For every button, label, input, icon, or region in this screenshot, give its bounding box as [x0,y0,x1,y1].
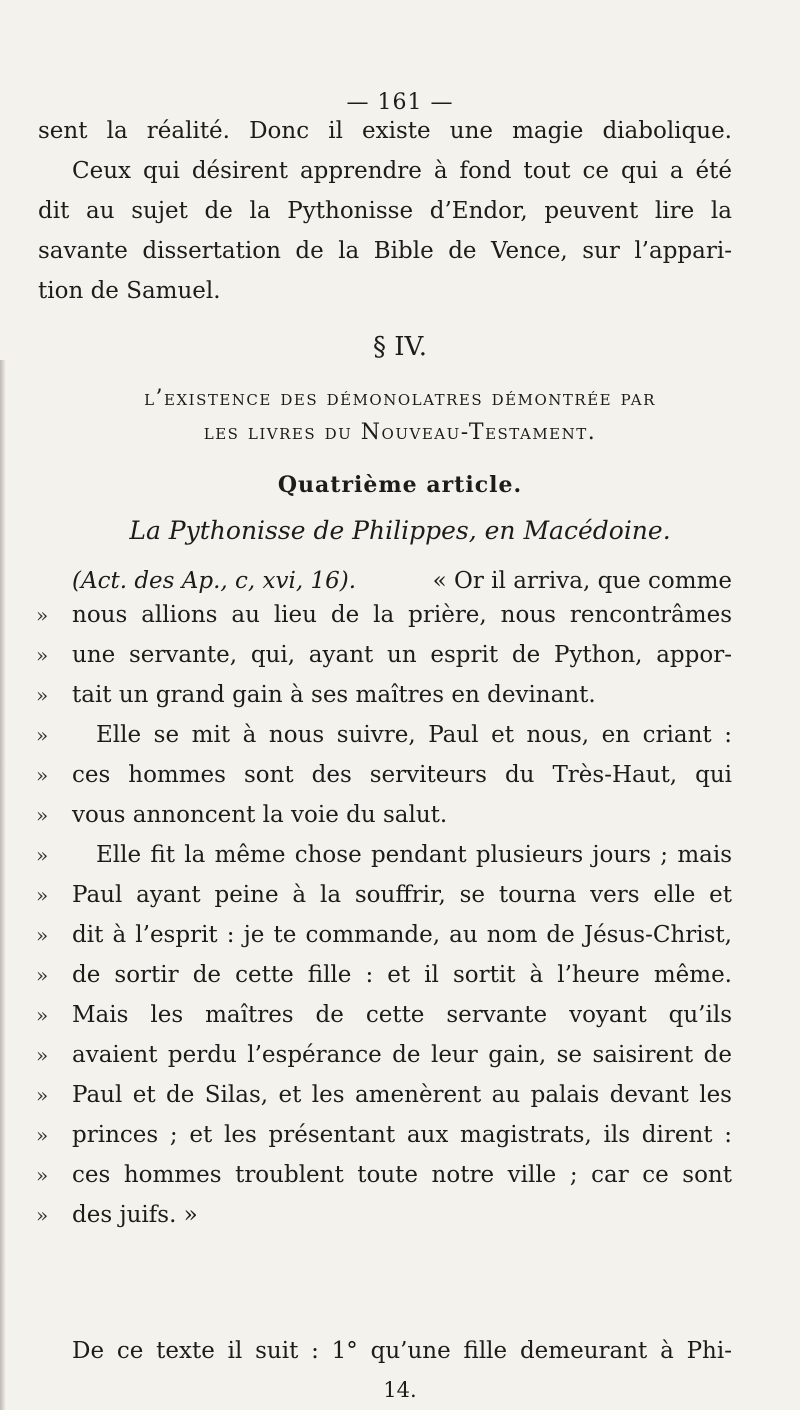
quote-mark: » [36,723,49,747]
text-line: De ce texte il suit : 1° qu’une fille demeurant à Phi- [72,1338,732,1364]
quote-mark: » [36,883,49,907]
quote-line: Mais les maîtres de cette servante voyant qu’ils [72,1002,732,1028]
quote-mark: » [36,1163,49,1187]
section-number: § IV. [372,332,428,362]
quote-mark: » [36,1203,49,1227]
quote-mark: » [36,1123,49,1147]
quote-line: tait un grand gain à ses maîtres en devinant. [72,682,596,708]
quote-line: ces hommes troublent toute notre ville ; car ce sont [72,1162,732,1188]
quote-mark: » [36,843,49,867]
quote-line: des juifs. » [72,1202,198,1228]
text-line: dit au sujet de la Pythonisse d’Endor, peuvent lire la [38,198,732,224]
quote-mark: » [36,1083,49,1107]
quote-line: princes ; et les présentant aux magistrats, ils dirent : [72,1122,732,1148]
quote-mark: » [36,763,49,787]
quote-line: dit à l’esprit : je te commande, au nom de Jésus-Christ, [72,922,732,948]
quote-first-line [72,566,732,596]
quote-line: de sortir de cette fille : et il sortit à l’heure même. [72,962,732,988]
quote-line: Paul ayant peine à la souffrir, se tourna vers elle et [72,882,732,908]
quote-line: Elle fit la même chose pendant plusieurs jours ; mais [96,842,732,868]
text-line: tion de Samuel. [38,278,221,304]
quote-mark: » [36,1003,49,1027]
page-number: — 161 — [346,90,454,115]
quote-line: ces hommes sont des serviteurs du Très-Haut, qui [72,762,732,788]
text-line: sent la réalité. Donc il existe une magie diabolique. [38,118,732,144]
quote-mark: » [36,643,49,667]
quote-line: Paul et de Silas, et les amenèrent au palais devant les [72,1082,732,1108]
quote-line: vous annoncent la voie du salut. [72,802,448,828]
quote-line: Elle se mit à nous suivre, Paul et nous, en criant : [96,722,732,748]
scripture-reference: (Act. des Ap., c, xvi, 16). [72,568,357,594]
article-title: Quatrième article. [277,472,523,498]
quote-mark: » [36,803,49,827]
quote-mark: » [36,1043,49,1067]
quote-mark: » [36,923,49,947]
signature-mark: 14. [383,1378,417,1402]
quote-mark: » [36,963,49,987]
quote-mark: » [36,603,49,627]
section-heading: les livres du Nouveau-Testament. [203,420,597,445]
quote-line: avaient perdu l’espérance de leur gain, se saisirent de [72,1042,732,1068]
article-subtitle: La Pythonisse de Philippes, en Macédoine. [129,516,671,545]
text-line: savante dissertation de la Bible de Vence, sur l’appari- [38,238,732,264]
quote-line: une servante, qui, ayant un esprit de Python, appor- [72,642,732,668]
quote-mark: » [36,683,49,707]
text-line: Ceux qui désirent apprendre à fond tout ce qui a été [72,158,732,184]
section-heading: l’existence des démonolatres démontrée par [144,386,656,411]
quote-line: nous allions au lieu de la prière, nous rencontrâmes [72,602,732,628]
quote-opening: « Or il arriva, que comme [432,568,732,594]
